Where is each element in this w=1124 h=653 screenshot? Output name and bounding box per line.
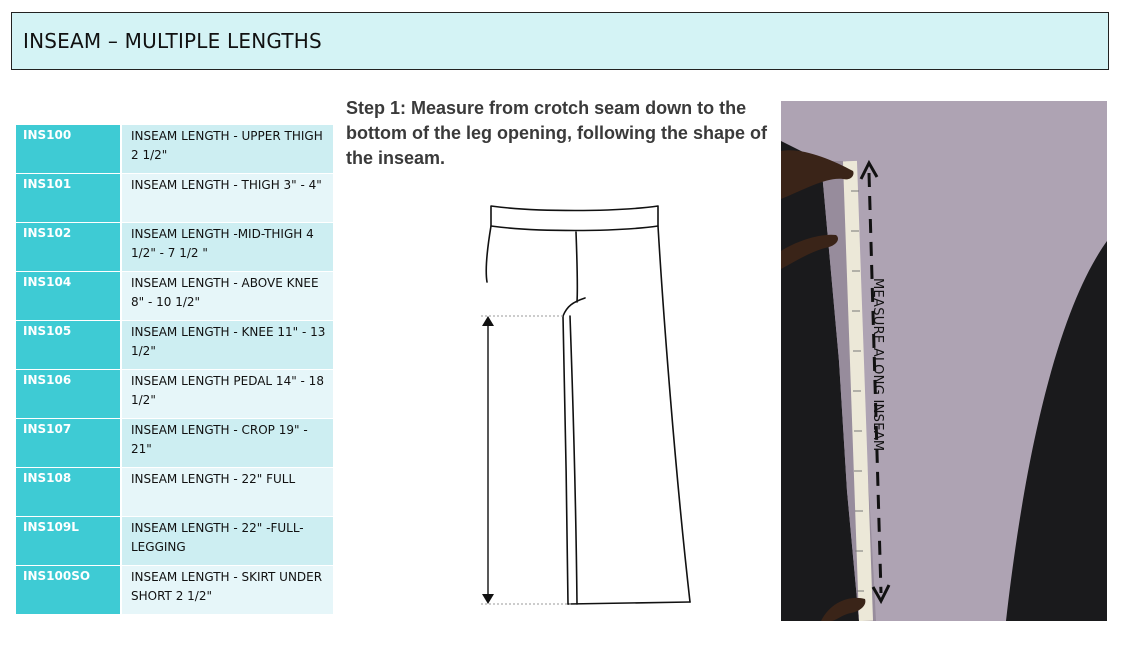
table-row: [16, 174, 333, 223]
table-row: [16, 370, 333, 419]
left-leg-outer-seam: [486, 226, 491, 282]
arrow-up-icon: [482, 316, 494, 326]
waistband-outline: [491, 206, 658, 231]
table-row: [16, 223, 333, 272]
pants-diagram: [455, 190, 705, 615]
item-description: INSEAM LENGTH - THIGH 3" - 4": [122, 174, 333, 222]
right-leg-outer-seam: [658, 226, 690, 602]
item-description: INSEAM LENGTH - CROP 19" - 21": [122, 419, 333, 467]
item-description: INSEAM LENGTH - UPPER THIGH 2 1/2": [122, 125, 333, 173]
item-code: INS105: [16, 321, 122, 369]
step-1-instruction: Step 1: Measure from crotch seam down to the bottom of the leg opening, following the shape of the inseam.: [346, 98, 767, 168]
item-description: INSEAM LENGTH PEDAL 14" - 18 1/2": [122, 370, 333, 418]
arrow-down-icon: [482, 594, 494, 604]
table-row: [16, 272, 333, 321]
fly-seam: [576, 232, 577, 302]
inseam-inner-line: [570, 316, 577, 604]
table-row: [16, 419, 333, 468]
crotch-seam: [563, 298, 585, 316]
item-description: INSEAM LENGTH -MID-THIGH 4 1/2" - 7 1/2 ": [122, 223, 333, 271]
table-row: [16, 468, 333, 517]
section-title: INSEAM – MULTIPLE LENGTHS: [23, 29, 322, 53]
item-code: INS109L: [16, 517, 122, 565]
item-description: INSEAM LENGTH - ABOVE KNEE 8" - 10 1/2": [122, 272, 333, 320]
section-header: [11, 12, 1109, 70]
measurement-photo: [781, 101, 1107, 621]
table-row: [16, 321, 333, 370]
item-code: INS107: [16, 419, 122, 467]
item-code: INS108: [16, 468, 122, 516]
inseam-line: [563, 316, 568, 604]
item-description: INSEAM LENGTH - 22" FULL: [122, 468, 333, 516]
table-row: [16, 125, 333, 174]
item-code: INS104: [16, 272, 122, 320]
measure-along-inseam-label: MEASURE ALONG INSEAM: [870, 278, 885, 452]
table-row: [16, 517, 333, 566]
item-description: INSEAM LENGTH - KNEE 11" - 13 1/2": [122, 321, 333, 369]
item-code: INS100: [16, 125, 122, 173]
item-code: INS101: [16, 174, 122, 222]
hem-line: [568, 602, 690, 604]
inseam-size-table: [16, 125, 333, 615]
item-code: INS102: [16, 223, 122, 271]
item-description: INSEAM LENGTH - SKIRT UNDER SHORT 2 1/2": [122, 566, 333, 614]
item-code: INS106: [16, 370, 122, 418]
item-code: INS100SO: [16, 566, 122, 614]
table-row: [16, 566, 333, 615]
item-description: INSEAM LENGTH - 22" -FULL- LEGGING: [122, 517, 333, 565]
pants-outline: [486, 206, 690, 604]
